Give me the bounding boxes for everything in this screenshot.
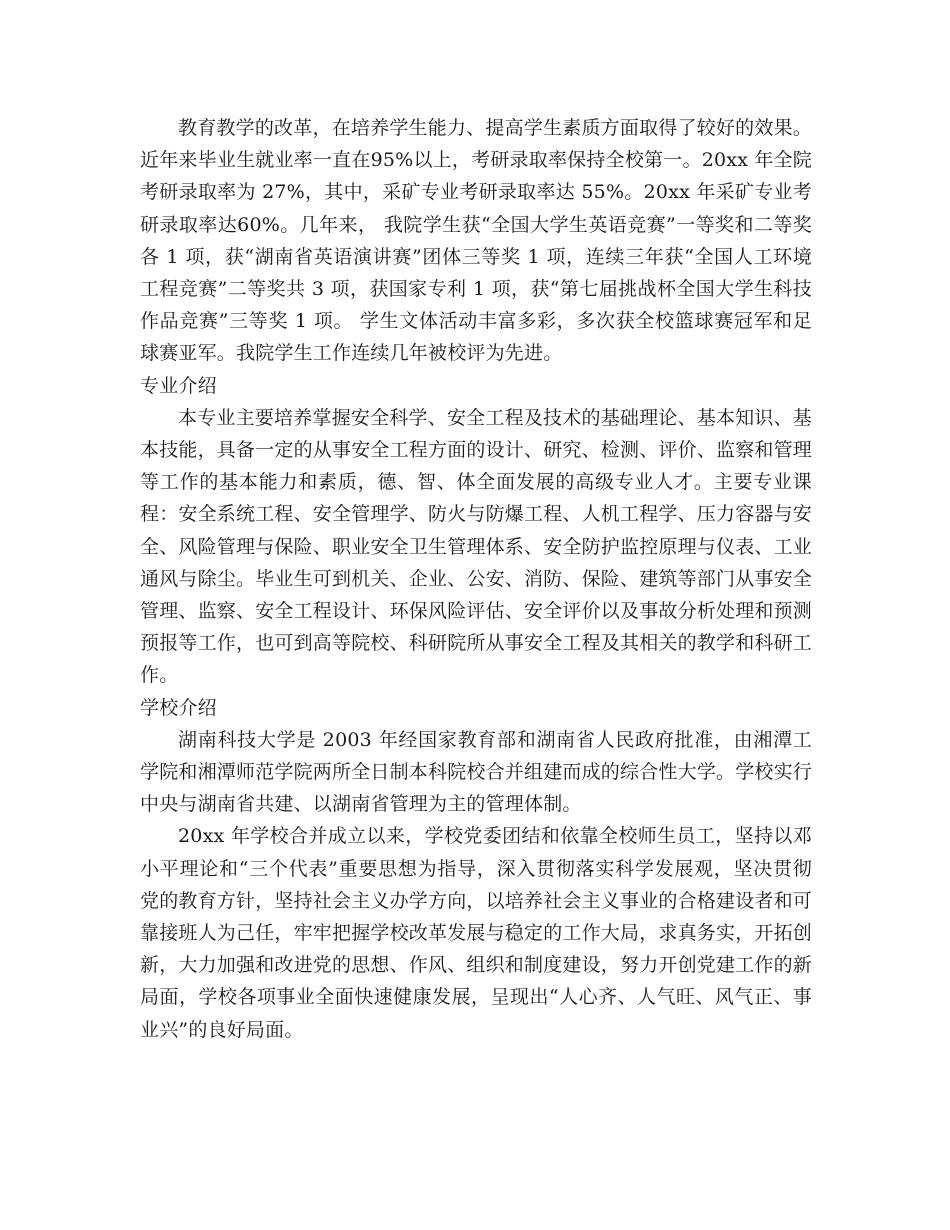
- paragraph-school-development: 20xx 年学校合并成立以来，学校党委团结和依靠全校师生员工，坚持以邓小平理论和“三个代表”重要思想为指导，深入贯彻落实科学发展观，坚决贯彻党的教育方针，坚持社会主义办学方向，以培养社会主义事业的合格建设者和可靠接班人为己任，牢牢把握学校改革发展与稳定的工作大局，求真务实，开拓创新，大力加强和改进党的思想、作风、组织和制度建设，努力开创党建工作的新局面，学校各项事业全面快速健康发展，呈现出“人心齐、人气旺、风气正、事业兴”的良好局面。: [140, 825, 813, 1041]
- document-page: [140, 112, 812, 1046]
- heading-major-intro: 专业介绍: [140, 374, 217, 397]
- heading-school-intro: 学校介绍: [140, 696, 217, 719]
- paragraph-education-reform: 教育教学的改革，在培养学生能力、提高学生素质方面取得了较好的效果。近年来毕业生就业率一直在95%以上，考研录取率保持全校第一。20xx 年全院考研录取率为 27%，其中，采矿专业考研录取率达 55%。20xx 年采矿专业考研录取率达60%。几年来， 我院学生获“全国大学生英语竞赛”一等奖和二等奖各 1 项，获“湖南省英语演讲赛”团体三等奖 1 项，连续三年获“全国人工环境工程竞赛”二等奖共 3 项，获国家专利 1 项，获“第七届挑战杯全国大学生科技作品竞赛”三等奖 1 项。 学生文体活动丰富多彩，多次获全校篮球赛冠军和足球赛亚军。我院学生工作连续几年被校评为先进。: [140, 117, 812, 365]
- paragraph-major-intro: 本专业主要培养掌握安全科学、安全工程及技术的基础理论、基本知识、基本技能，具备一定的从事安全工程方面的设计、研究、检测、评价、监察和管理等工作的基本能力和素质，德、智、体全面发展的高级专业人才。主要专业课程：安全系统工程、安全管理学、防火与防爆工程、人机工程学、压力容器与安全、风险管理与保险、职业安全卫生管理体系、安全防护监控原理与仪表、工业通风与除尘。毕业生可到机关、企业、公安、消防、保险、建筑等部门从事安全管理、监察、安全工程设计、环保风险评估、安全评价以及事故分析处理和预测预报等工作，也可到高等院校、科研院所从事安全工程及其相关的教学和科研工作。: [140, 406, 813, 687]
- paragraph-school-intro: 湖南科技大学是 2003 年经国家教育部和湖南省人民政府批准，由湘潭工学院和湘潭师范学院两所全日制本科院校合并组建而成的综合性大学。学校实行中央与湖南省共建、以湖南省管理为主的管理体制。: [140, 728, 813, 816]
